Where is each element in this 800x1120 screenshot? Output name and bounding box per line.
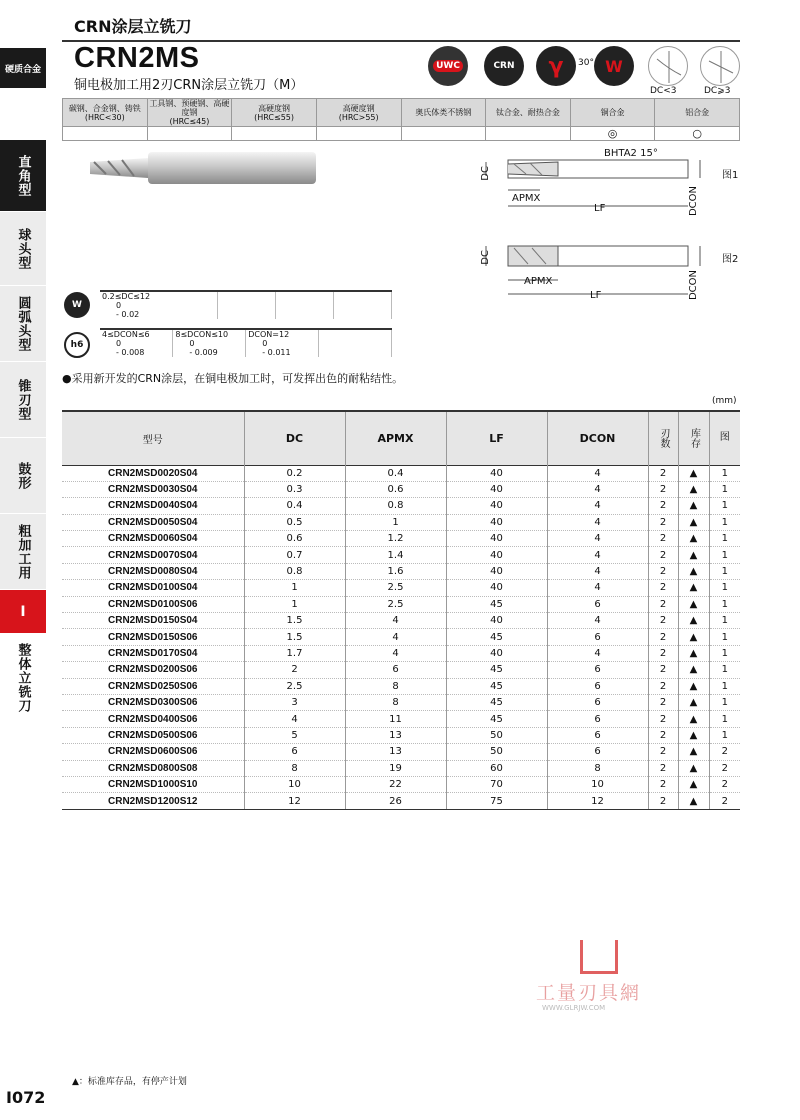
cell-dc: 5 (244, 727, 345, 743)
cell-dcon: 4 (547, 465, 648, 481)
spec-table (62, 410, 740, 810)
cell-model: CRN2MSD0060S04 (62, 531, 244, 547)
cell-lf: 40 (446, 563, 547, 579)
cell-lf: 40 (446, 514, 547, 530)
cell-dc: 10 (244, 776, 345, 792)
watermark-mark (580, 940, 618, 974)
cell-apmx: 8 (345, 678, 446, 694)
cell-flutes: 2 (648, 563, 678, 579)
cell-figure: 2 (709, 793, 740, 809)
cell-dcon: 4 (547, 481, 648, 497)
cell-apmx: 6 (345, 662, 446, 678)
cell-dc: 6 (244, 744, 345, 760)
product-subtitle: 铜电极加工用2刃CRN涂层立铣刀（M） (74, 78, 304, 93)
cell-stock: ▲ (678, 645, 709, 661)
material-header: 碳钢、合金钢、铸铁 (HRC<30) (63, 99, 148, 127)
cell-dcon: 4 (547, 498, 648, 514)
dc-tolerance-range: 0.2≤DC≤12 (100, 292, 217, 301)
cell-figure: 1 (709, 629, 740, 645)
cell-stock: ▲ (678, 613, 709, 629)
material-rating (232, 127, 317, 141)
cell-dcon: 6 (547, 662, 648, 678)
cell-stock: ▲ (678, 727, 709, 743)
sidebar-section-marker: I (0, 590, 46, 634)
cell-figure: 1 (709, 678, 740, 694)
tool-photo (86, 150, 318, 186)
table-row (62, 793, 740, 809)
cell-lf: 45 (446, 678, 547, 694)
cell-model: CRN2MSD0030S04 (62, 481, 244, 497)
cell-dc: 0.4 (244, 498, 345, 514)
cell-model: CRN2MSD0040S04 (62, 498, 244, 514)
cell-lf: 40 (446, 498, 547, 514)
column-header-apmx: APMX (345, 411, 446, 465)
cell-dc: 8 (244, 760, 345, 776)
cell-flutes: 2 (648, 662, 678, 678)
table-row (62, 498, 740, 514)
cell-flutes: 2 (648, 596, 678, 612)
cell-stock: ▲ (678, 760, 709, 776)
material-table (62, 98, 740, 141)
cell-flutes: 2 (648, 694, 678, 710)
cell-flutes: 2 (648, 793, 678, 809)
diagram-label-apmx: APMX (524, 276, 553, 287)
cell-apmx: 1 (345, 514, 446, 530)
cell-apmx: 8 (345, 694, 446, 710)
cell-lf: 70 (446, 776, 547, 792)
sidebar-section-title: 整体立铣刀 (0, 636, 46, 720)
cell-figure: 2 (709, 776, 740, 792)
dcon-tolerance-range: 8≤DCON≤10 (173, 330, 246, 339)
cell-dcon: 6 (547, 744, 648, 760)
cell-flutes: 2 (648, 629, 678, 645)
cell-figure: 1 (709, 645, 740, 661)
cell-stock: ▲ (678, 498, 709, 514)
cell-flutes: 2 (648, 678, 678, 694)
cell-figure: 1 (709, 596, 740, 612)
cell-dc: 1.5 (244, 629, 345, 645)
cell-lf: 45 (446, 662, 547, 678)
cell-dc: 0.8 (244, 563, 345, 579)
cell-apmx: 4 (345, 629, 446, 645)
unit-label: (mm) (712, 396, 737, 406)
cell-flutes: 2 (648, 498, 678, 514)
cell-stock: ▲ (678, 563, 709, 579)
cell-apmx: 0.6 (345, 481, 446, 497)
material-rating (486, 127, 571, 141)
cell-flutes: 2 (648, 776, 678, 792)
cell-apmx: 13 (345, 744, 446, 760)
cell-figure: 1 (709, 531, 740, 547)
table-row (62, 760, 740, 776)
cell-model: CRN2MSD0070S04 (62, 547, 244, 563)
table-row (62, 596, 740, 612)
cell-flutes: 2 (648, 514, 678, 530)
cell-stock: ▲ (678, 793, 709, 809)
cell-figure: 2 (709, 760, 740, 776)
cell-apmx: 11 (345, 711, 446, 727)
sidebar-tab-radius[interactable]: 圆弧头型 (0, 286, 46, 362)
cell-dc: 1 (244, 596, 345, 612)
cell-model: CRN2MSD0200S06 (62, 662, 244, 678)
cell-lf: 40 (446, 645, 547, 661)
material-rating (147, 127, 232, 141)
table-row (62, 531, 740, 547)
table-row (62, 629, 740, 645)
table-row (62, 645, 740, 661)
cell-apmx: 1.4 (345, 547, 446, 563)
cell-dcon: 4 (547, 645, 648, 661)
series-title: CRN涂层立铣刀 (74, 17, 192, 36)
cell-lf: 40 (446, 481, 547, 497)
diagram-label-lf: LF (590, 290, 602, 301)
cell-dc: 1 (244, 580, 345, 596)
cell-apmx: 19 (345, 760, 446, 776)
material-header: 钛合金、耐热合金 (486, 99, 571, 127)
cell-flutes: 2 (648, 711, 678, 727)
cell-figure: 1 (709, 547, 740, 563)
table-row (62, 776, 740, 792)
cell-stock: ▲ (678, 744, 709, 760)
category-sidebar (0, 0, 46, 1120)
dcon-tolerance-range: 4≤DCON≤6 (100, 330, 173, 339)
crn-coating-icon: CRN (484, 46, 524, 86)
table-row (62, 744, 740, 760)
table-row (62, 481, 740, 497)
material-rating (316, 127, 401, 141)
cell-dcon: 6 (547, 727, 648, 743)
cell-dc: 1.7 (244, 645, 345, 661)
cell-dc: 0.5 (244, 514, 345, 530)
column-header-figure: 图 (709, 411, 740, 465)
cell-model: CRN2MSD0500S06 (62, 727, 244, 743)
material-rating: ◎ (570, 127, 655, 141)
cell-lf: 45 (446, 596, 547, 612)
column-header-dc: DC (244, 411, 345, 465)
cell-flutes: 2 (648, 744, 678, 760)
cell-dcon: 4 (547, 580, 648, 596)
dcon-tolerance-row (100, 328, 392, 357)
cell-apmx: 0.8 (345, 498, 446, 514)
cell-figure: 1 (709, 481, 740, 497)
cell-stock: ▲ (678, 711, 709, 727)
material-rating (401, 127, 486, 141)
cell-figure: 1 (709, 580, 740, 596)
cell-flutes: 2 (648, 760, 678, 776)
cell-lf: 45 (446, 629, 547, 645)
dcon-tolerance-value: 0 - 0.009 (173, 339, 246, 357)
cell-dc: 0.6 (244, 531, 345, 547)
dcon-tolerance-range: DCON=12 (246, 330, 319, 339)
cell-figure: 2 (709, 744, 740, 760)
cell-dcon: 4 (547, 531, 648, 547)
material-header: 铜合金 (570, 99, 655, 127)
cell-model: CRN2MSD0400S06 (62, 711, 244, 727)
cell-model: CRN2MSD1200S12 (62, 793, 244, 809)
cell-dcon: 6 (547, 678, 648, 694)
material-header: 奥氏体类不锈钢 (401, 99, 486, 127)
cell-apmx: 2.5 (345, 596, 446, 612)
cell-dcon: 6 (547, 629, 648, 645)
column-header-lf: LF (446, 411, 547, 465)
tolerance-block (62, 290, 392, 362)
cell-flutes: 2 (648, 580, 678, 596)
table-row (62, 547, 740, 563)
cell-figure: 1 (709, 563, 740, 579)
cell-lf: 50 (446, 727, 547, 743)
figure-label-1: 图1 (722, 170, 739, 181)
two-flute-icon: W (594, 46, 634, 86)
cell-dc: 0.2 (244, 465, 345, 481)
diagram-label-apmx: APMX (512, 193, 541, 204)
cell-lf: 40 (446, 465, 547, 481)
cell-flutes: 2 (648, 465, 678, 481)
cell-stock: ▲ (678, 465, 709, 481)
cell-lf: 60 (446, 760, 547, 776)
end-view-small-icon (648, 46, 688, 86)
diagram-label-dc: DC (480, 166, 491, 181)
cell-figure: 1 (709, 498, 740, 514)
end-view-large-icon (700, 46, 740, 86)
sidebar-tab-square[interactable]: 直角型 (0, 140, 46, 212)
cell-dc: 1.5 (244, 613, 345, 629)
cell-dcon: 10 (547, 776, 648, 792)
cell-stock: ▲ (678, 580, 709, 596)
material-header: 高硬度钢 (HRC≤55) (232, 99, 317, 127)
sidebar-tab-barrel[interactable]: 鼓形 (0, 438, 46, 514)
cell-dcon: 4 (547, 514, 648, 530)
cell-dcon: 6 (547, 596, 648, 612)
cell-dc: 0.7 (244, 547, 345, 563)
h6-tolerance-icon: h6 (64, 332, 90, 358)
cell-stock: ▲ (678, 481, 709, 497)
cell-apmx: 4 (345, 645, 446, 661)
cell-stock: ▲ (678, 547, 709, 563)
cell-dc: 4 (244, 711, 345, 727)
cell-flutes: 2 (648, 481, 678, 497)
cell-dc: 3 (244, 694, 345, 710)
cell-stock: ▲ (678, 531, 709, 547)
cell-model: CRN2MSD0100S06 (62, 596, 244, 612)
diagram-label-lf: LF (594, 203, 606, 214)
cell-stock: ▲ (678, 596, 709, 612)
material-header: 高硬度钢 (HRC>55) (316, 99, 401, 127)
cell-model: CRN2MSD0150S06 (62, 629, 244, 645)
cell-lf: 40 (446, 547, 547, 563)
diagram-label-dcon: DCON (688, 270, 699, 301)
cell-model: CRN2MSD0600S06 (62, 744, 244, 760)
figure-label-2: 图2 (722, 254, 739, 265)
cell-model: CRN2MSD0170S04 (62, 645, 244, 661)
column-header-flutes: 刃数 (648, 411, 678, 465)
diagram-label-bhta: BHTA2 15° (604, 148, 658, 159)
cell-lf: 40 (446, 580, 547, 596)
cell-stock: ▲ (678, 678, 709, 694)
cell-apmx: 1.2 (345, 531, 446, 547)
dc-small-caption: DC<3 (650, 86, 677, 96)
cell-dc: 2.5 (244, 678, 345, 694)
cell-apmx: 0.4 (345, 465, 446, 481)
helix-angle-icon: γ (536, 46, 576, 86)
cell-model: CRN2MSD0800S08 (62, 760, 244, 776)
dc-tolerance-value: 0 - 0.02 (100, 301, 217, 319)
sidebar-tab-taper[interactable]: 锥刃型 (0, 362, 46, 438)
cell-dcon: 6 (547, 711, 648, 727)
cell-apmx: 13 (345, 727, 446, 743)
cell-apmx: 26 (345, 793, 446, 809)
cell-model: CRN2MSD0100S04 (62, 580, 244, 596)
cell-flutes: 2 (648, 531, 678, 547)
cell-stock: ▲ (678, 662, 709, 678)
cell-figure: 1 (709, 514, 740, 530)
cell-dcon: 4 (547, 547, 648, 563)
cell-lf: 45 (446, 711, 547, 727)
cell-model: CRN2MSD1000S10 (62, 776, 244, 792)
cell-dc: 12 (244, 793, 345, 809)
feature-note: ●采用新开发的CRN涂层，在铜电极加工时，可发挥出色的耐粘结性。 (62, 372, 404, 385)
cell-dc: 2 (244, 662, 345, 678)
cell-apmx: 4 (345, 613, 446, 629)
cell-model: CRN2MSD0020S04 (62, 465, 244, 481)
cell-lf: 50 (446, 744, 547, 760)
cell-flutes: 2 (648, 613, 678, 629)
cell-model: CRN2MSD0080S04 (62, 563, 244, 579)
table-row (62, 678, 740, 694)
table-row (62, 580, 740, 596)
cell-dcon: 4 (547, 563, 648, 579)
footer-legend: ▲：标准库存品，有停产计划 (72, 1077, 187, 1087)
cell-figure: 1 (709, 613, 740, 629)
table-row (62, 514, 740, 530)
cell-model: CRN2MSD0050S04 (62, 514, 244, 530)
page-number: I072 (6, 1088, 46, 1107)
material-rating (63, 127, 148, 141)
cell-dcon: 8 (547, 760, 648, 776)
product-title: CRN2MS (74, 42, 200, 74)
column-header-model: 型号 (62, 411, 244, 465)
cell-figure: 1 (709, 727, 740, 743)
feature-icons (428, 46, 740, 98)
cell-flutes: 2 (648, 645, 678, 661)
table-row (62, 694, 740, 710)
material-header: 铝合金 (655, 99, 740, 127)
table-row (62, 465, 740, 481)
cell-model: CRN2MSD0300S06 (62, 694, 244, 710)
cell-lf: 40 (446, 613, 547, 629)
watermark-logo (536, 940, 666, 1020)
material-rating: ○ (655, 127, 740, 141)
watermark-text: 工量刃具網 (536, 982, 642, 1004)
sidebar-tab-roughing[interactable]: 粗加工用 (0, 514, 46, 590)
cell-figure: 1 (709, 662, 740, 678)
table-row (62, 613, 740, 629)
cell-lf: 45 (446, 694, 547, 710)
dcon-tolerance-value: 0 - 0.011 (246, 339, 319, 357)
diagram-label-dcon: DCON (688, 186, 699, 217)
cell-figure: 1 (709, 465, 740, 481)
column-header-stock: 库存 (678, 411, 709, 465)
dc-tolerance-row (100, 290, 392, 319)
cell-lf: 40 (446, 531, 547, 547)
cell-lf: 75 (446, 793, 547, 809)
diagram-label-dc: DC (480, 250, 491, 265)
table-row (62, 563, 740, 579)
cell-dcon: 6 (547, 694, 648, 710)
cell-dc: 0.3 (244, 481, 345, 497)
table-row (62, 711, 740, 727)
cell-dcon: 12 (547, 793, 648, 809)
sidebar-tab-ball[interactable]: 球头型 (0, 212, 46, 286)
cell-stock: ▲ (678, 776, 709, 792)
column-header-dcon: DCON (547, 411, 648, 465)
helix-angle-value: 30° (578, 58, 594, 68)
cell-stock: ▲ (678, 514, 709, 530)
dcon-tolerance-value: 0 - 0.008 (100, 339, 173, 357)
cell-apmx: 22 (345, 776, 446, 792)
cell-stock: ▲ (678, 629, 709, 645)
cell-apmx: 2.5 (345, 580, 446, 596)
cell-dcon: 4 (547, 613, 648, 629)
cell-model: CRN2MSD0150S04 (62, 613, 244, 629)
cell-figure: 1 (709, 711, 740, 727)
watermark-url: WWW.GLRJW.COM (542, 1004, 606, 1012)
dc-large-caption: DC⩾3 (704, 86, 731, 96)
sidebar-top-label: 硬质合金 (0, 48, 46, 88)
uwc-icon: UWC (428, 46, 468, 86)
table-row (62, 727, 740, 743)
cell-model: CRN2MSD0250S06 (62, 678, 244, 694)
cell-stock: ▲ (678, 694, 709, 710)
dimension-diagram-2 (478, 236, 748, 306)
cell-figure: 1 (709, 694, 740, 710)
cell-flutes: 2 (648, 547, 678, 563)
cell-flutes: 2 (648, 727, 678, 743)
cell-apmx: 1.6 (345, 563, 446, 579)
table-row (62, 662, 740, 678)
diameter-tolerance-icon: W (64, 292, 90, 318)
material-header: 工具钢、预硬钢、高硬度钢 (HRC≤45) (147, 99, 232, 127)
